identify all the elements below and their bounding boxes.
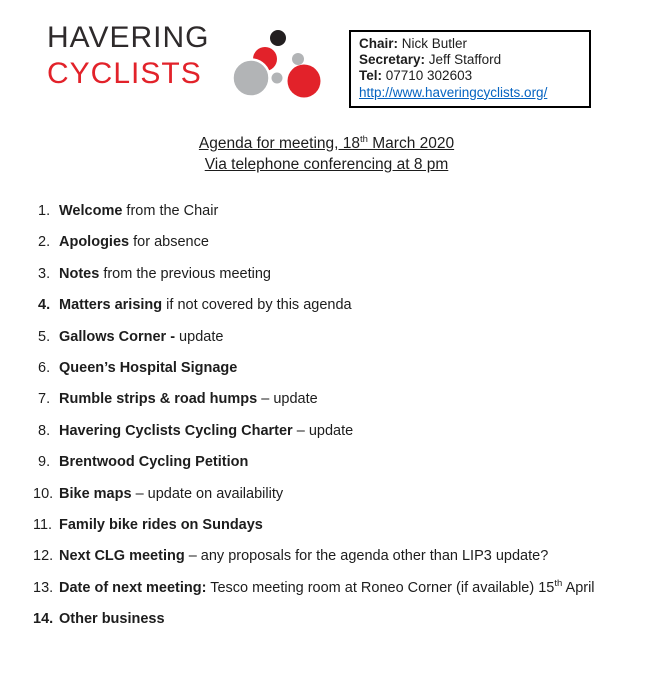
agenda-item-detail: – any proposals for the agenda other than LIP3 update? [184, 548, 549, 565]
agenda-item [33, 203, 595, 220]
agenda-item [33, 391, 595, 408]
tel-value: 07710 302603 [382, 68, 473, 84]
agenda-item-detail: Tesco meeting room at Roneo Corner (if available) 15 [206, 579, 555, 596]
agenda-item-text [59, 548, 548, 564]
logo-havering-text: HAVERING [47, 21, 210, 54]
agenda-item [33, 423, 595, 440]
title-date-pre: Agenda for meeting, 18 [198, 135, 361, 152]
agenda-item [33, 486, 595, 503]
agenda-item-text [59, 329, 223, 345]
agenda-item-number: 10. [33, 485, 54, 502]
logo-circle-gray-large [233, 60, 270, 97]
agenda-item-number: 7. [38, 391, 51, 408]
logo-circle-gray-small-mid [272, 73, 283, 84]
agenda-item [33, 548, 595, 565]
agenda-item-topic: Queen’s Hospital Signage [59, 359, 238, 376]
agenda-item [33, 266, 595, 283]
agenda-item-detail: from the previous meeting [99, 265, 271, 282]
agenda-item-number: 8. [38, 422, 51, 439]
agenda-item-text [59, 266, 271, 282]
agenda-item-topic: Family bike rides on Sundays [59, 516, 263, 533]
logo [47, 20, 209, 92]
agenda-item-topic: Date of next meeting: [59, 579, 207, 596]
agenda-item [33, 611, 595, 628]
tel-label: Tel: [359, 68, 382, 84]
agenda-item-text [59, 360, 237, 376]
agenda-item-detail: April [562, 579, 595, 596]
agenda-item-text [59, 391, 318, 407]
meeting-title-line1 [0, 133, 653, 154]
contact-website [359, 85, 581, 101]
agenda-item-detail: th [554, 577, 563, 589]
agenda-item-topic: Bike maps [59, 485, 132, 502]
agenda-item-detail: from the Chair [122, 203, 219, 219]
agenda-item-topic: Welcome [59, 203, 123, 219]
agenda-item-number: 9. [38, 454, 51, 471]
agenda-item [33, 360, 595, 377]
contact-secretary [359, 52, 581, 68]
title-date-ordinal: th [360, 133, 368, 145]
agenda-item-number: 14. [33, 611, 54, 628]
logo-circle-black-small [270, 30, 286, 46]
title-date-post: March 2020 [367, 135, 455, 152]
agenda-item-topic: Matters arising [59, 297, 163, 314]
agenda-item-number: 13. [33, 579, 54, 596]
agenda-item-text [59, 577, 595, 596]
agenda-item-detail: for absence [129, 234, 209, 251]
agenda-item-text [59, 297, 352, 313]
secretary-value: Jeff Stafford [425, 52, 502, 68]
agenda-item-number: 4. [38, 297, 51, 314]
meeting-title-line2 [0, 154, 653, 175]
agenda-item [33, 454, 595, 471]
agenda-item-number: 2. [38, 234, 51, 251]
agenda-item-topic: Gallows Corner - [59, 328, 176, 345]
agenda-item [33, 234, 595, 251]
logo-circle-red-large [288, 65, 321, 98]
agenda-item-topic: Brentwood Cycling Petition [59, 454, 249, 471]
contact-chair [359, 36, 581, 52]
agenda-item-number: 1. [38, 203, 51, 219]
agenda-item-topic: Next CLG meeting [59, 548, 185, 565]
agenda-item-number: 5. [38, 328, 51, 345]
agenda-item-detail: – update [257, 391, 318, 408]
agenda-item [33, 517, 595, 534]
agenda-item-number: 6. [38, 359, 51, 376]
agenda-item-topic: Notes [59, 265, 100, 282]
title-venue-text: Via telephone conferencing at 8 pm [204, 156, 449, 173]
agenda-item-text [59, 423, 353, 439]
agenda-item-number: 12. [33, 548, 54, 565]
chair-label: Chair: [359, 36, 399, 51]
agenda-item-detail: update [175, 328, 224, 345]
agenda-item-detail: – update on availability [131, 485, 284, 502]
agenda-item-number: 3. [38, 265, 51, 282]
agenda-item-number: 11. [33, 516, 53, 533]
agenda-list [33, 203, 595, 642]
agenda-item-detail: – update [292, 422, 354, 439]
logo-circles-graphic [230, 22, 325, 102]
meeting-title [0, 133, 653, 175]
agenda-item-topic: Other business [59, 611, 165, 628]
agenda-item-topic: Apologies [59, 234, 130, 251]
agenda-item [33, 329, 595, 346]
contact-tel [359, 68, 581, 84]
agenda-item [33, 297, 595, 314]
agenda-item-text [59, 203, 218, 219]
logo-cyclists-text: CYCLISTS [47, 57, 202, 90]
agenda-item-text [59, 486, 283, 502]
agenda-item-topic: Havering Cyclists Cycling Charter [59, 422, 293, 439]
secretary-label: Secretary: [359, 52, 426, 68]
agenda-item-text [59, 517, 263, 533]
agenda-item-text [59, 454, 248, 470]
logo-circle-gray-small-right [292, 53, 304, 65]
agenda-item-text [59, 611, 165, 627]
agenda-item [33, 577, 595, 597]
chair-value: Nick Butler [398, 36, 468, 51]
website-link[interactable]: http://www.haveringcyclists.org/ [359, 84, 548, 100]
agenda-item-text [59, 234, 209, 250]
agenda-item-topic: Rumble strips & road humps [59, 391, 258, 408]
contact-box [349, 30, 591, 108]
agenda-item-detail: if not covered by this agenda [162, 297, 352, 314]
